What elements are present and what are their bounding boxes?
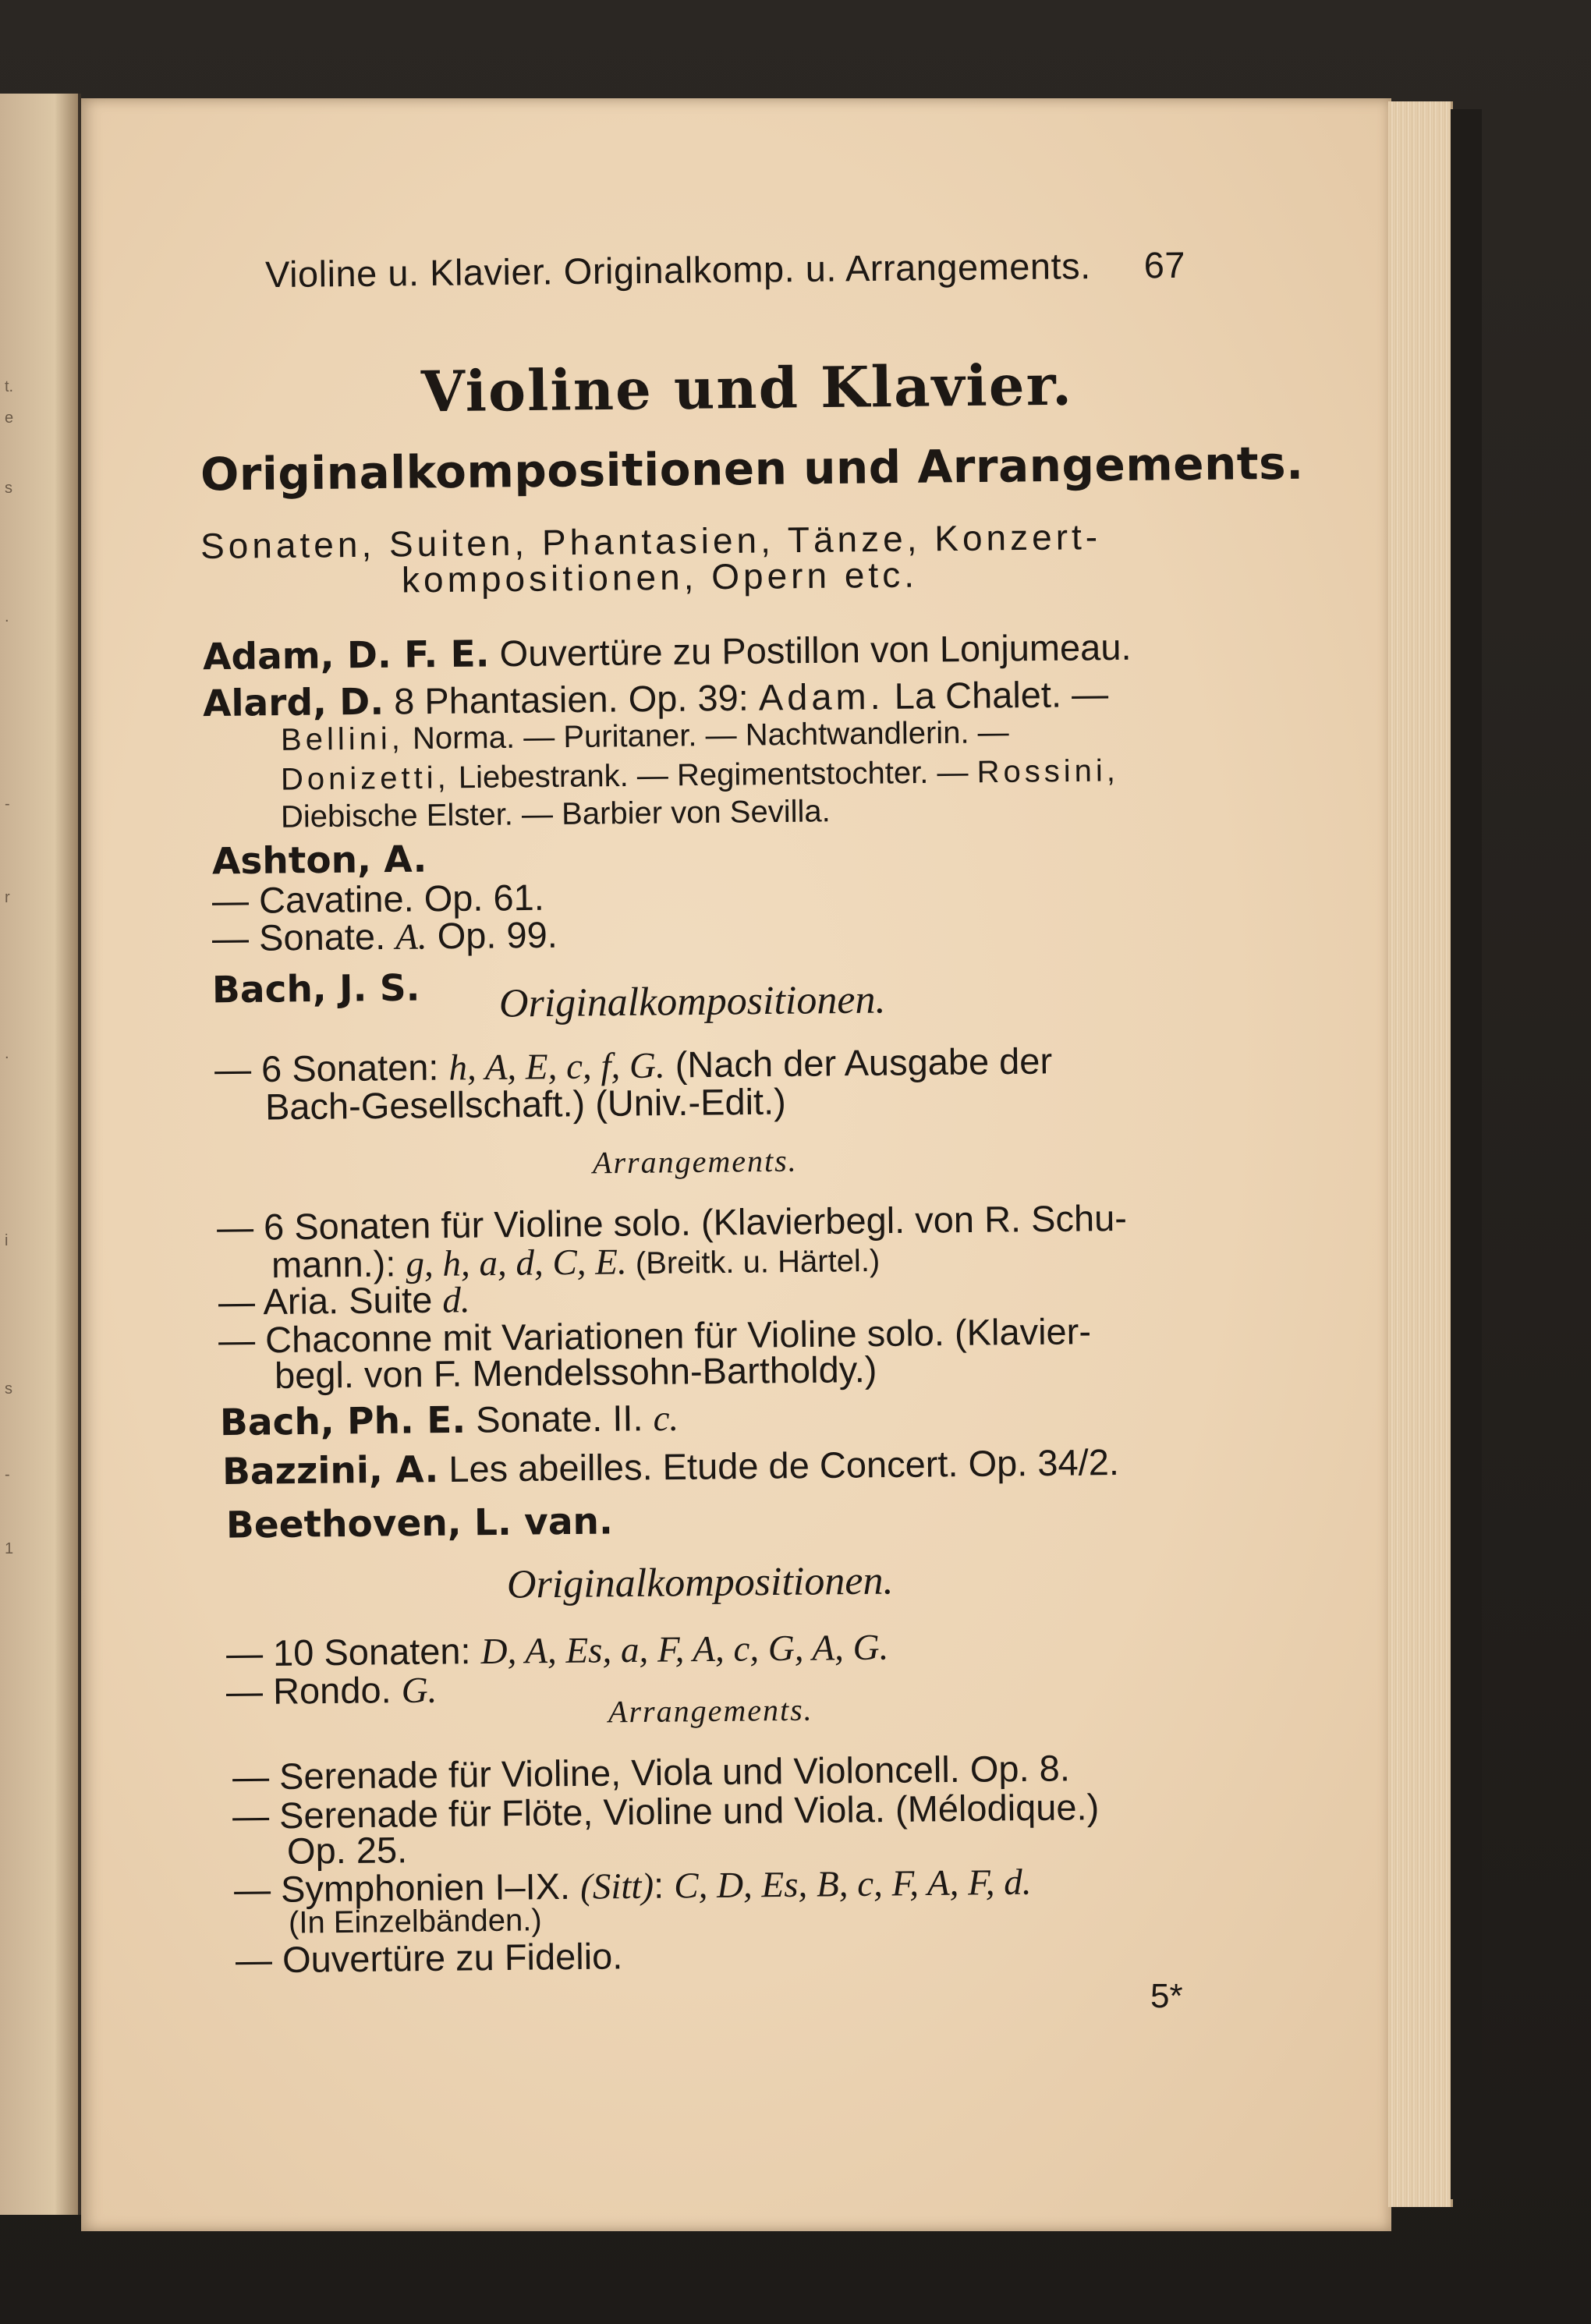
page-stack-edge: [1388, 101, 1453, 2207]
entry-ashton-item-2: [212, 913, 558, 961]
section-arrangements: Arrangements.: [592, 1143, 798, 1181]
entry-ashton-item-1: — Cavatine. Op. 61.: [211, 876, 545, 922]
entry-text: — Aria. Suite: [218, 1278, 443, 1323]
entry-beethoven-serenade-2-line-2: Op. 25.: [286, 1829, 408, 1872]
entry-bach-js-arr-1: — 6 Sonaten für Violine solo. (Klavierbegl. von R. Schu-: [216, 1196, 1128, 1249]
left-margin-marks: [0, 359, 31, 1840]
entry-beethoven-sonaten: [226, 1625, 889, 1676]
entry-text: — Sonate.: [211, 915, 396, 959]
page-subtitle: Originalkompositionen und Arrangements.: [200, 436, 1304, 501]
key-signatures: D, A, Es, a, F, A, c, G, A, G.: [480, 1627, 889, 1673]
entry-text: 8 Phantasien. Op. 39:: [383, 676, 760, 722]
entry-text: — Symphonien I–IX.: [233, 1865, 581, 1911]
entry-text: Norma. — Puritaner. — Nachtwandlerin. —: [403, 715, 1009, 756]
cover-edge: [1451, 109, 1482, 2199]
entry-bach-js-chaconne: — Chaconne mit Variationen für Violine solo. (Klavier-: [218, 1310, 1092, 1361]
intro-line-1: Sonaten, Suiten, Phantasien, Tänze, Konzert-: [200, 515, 1102, 567]
entry-text: Sonate. II.: [465, 1397, 654, 1440]
key-signature: A.: [395, 916, 427, 958]
composer-ref: Donizetti,: [280, 760, 450, 797]
section-originalkompositionen: Originalkompositionen.: [506, 1558, 894, 1607]
entry-text: Ouvertüre zu Postillon von Lonjumeau.: [489, 625, 1132, 675]
entry-text: Op. 99.: [427, 913, 558, 957]
margin-mark: .: [5, 1045, 9, 1062]
entry-text: :: [653, 1864, 675, 1906]
composer-name: Bach, J. S.: [211, 966, 420, 1012]
margin-mark: i: [5, 1232, 9, 1249]
section-arrangements: Arrangements.: [608, 1692, 813, 1730]
entry-beethoven-serenade-2: — Serenade für Flöte, Violine und Viola. (Mélodique.): [232, 1786, 1100, 1837]
page-title: Violine und Klavier.: [420, 351, 1074, 425]
key-signatures: C, D, Es, B, c, F, A, F, d.: [673, 1862, 1032, 1907]
entry-bach-ph: [220, 1396, 679, 1444]
signature-mark: 5*: [1150, 1977, 1183, 2015]
composer-name: Bach, Ph. E.: [219, 1398, 466, 1445]
entry-beethoven-symphonien: [234, 1860, 1032, 1912]
entry-text: La Chalet. —: [884, 672, 1109, 717]
key-signature: G.: [401, 1670, 438, 1712]
entry-beethoven-rondo: [226, 1668, 438, 1714]
margin-mark: t.: [5, 378, 14, 395]
entry-text: mann.):: [271, 1242, 406, 1286]
margin-mark: 1: [5, 1540, 14, 1557]
margin-mark: s: [5, 480, 12, 497]
entry-beethoven-serenade-1: — Serenade für Violine, Viola und Violoncell. Op. 8.: [232, 1747, 1071, 1798]
margin-mark: e: [5, 409, 14, 427]
intro-line-2: kompositionen, Opern etc.: [401, 554, 919, 600]
composer-name: Bazzini, A.: [221, 1448, 439, 1494]
margin-mark: .: [5, 608, 9, 625]
entry-text: (Nach der Ausgabe der: [664, 1040, 1053, 1086]
composer-name: Ashton, A.: [211, 838, 427, 884]
margin-mark: s: [5, 1380, 12, 1398]
composer-ref: Adam.: [758, 675, 884, 718]
entry-ashton: [212, 838, 427, 884]
arranger: (Sitt): [579, 1865, 654, 1908]
entry-text: Les abeilles. Etude de Concert. Op. 34/2.: [438, 1440, 1120, 1490]
composer-ref: Rossini,: [976, 753, 1120, 790]
running-title: Violine u. Klavier. Originalkomp. u. Arrangements.: [264, 245, 1091, 296]
margin-mark: r: [5, 889, 10, 906]
entry-bach-js-chaconne-line-2: begl. von F. Mendelssohn-Bartholdy.): [274, 1348, 877, 1397]
publisher: (Breitk. u. Härtel.): [626, 1243, 881, 1281]
composer-ref: Bellini,: [280, 721, 405, 757]
composer-name: Alard, D.: [202, 680, 384, 726]
key-signatures: g, h, a, d, C, E.: [406, 1242, 627, 1285]
entry-text: — 10 Sonaten:: [225, 1630, 481, 1674]
section-originalkompositionen: Originalkompositionen.: [498, 977, 886, 1026]
key-signature: c.: [653, 1398, 679, 1440]
entry-beethoven: [226, 1499, 613, 1546]
entry-beethoven-fidelio: — Ouvertüre zu Fidelio.: [235, 1935, 623, 1981]
entry-text: — 6 Sonaten:: [214, 1046, 449, 1090]
entry-bach-js: [212, 966, 420, 1012]
entry-text: — Rondo.: [225, 1669, 402, 1713]
entry-alard-line-4: Diebische Elster. — Barbier von Sevilla.: [280, 794, 831, 834]
composer-name: Adam, D. F. E.: [202, 632, 490, 679]
margin-mark: -: [5, 795, 10, 813]
entry-bach-js-sonaten-line-2: Bach-Gesellschaft.) (Univ.-Edit.): [264, 1080, 787, 1128]
key-signature: d.: [442, 1280, 470, 1321]
entry-text: Liebestrank. — Regimentstochter. —: [449, 755, 977, 795]
composer-name: Beethoven, L. van.: [225, 1500, 614, 1547]
key-signatures: h, A, E, c, f, G.: [448, 1045, 665, 1089]
margin-mark: -: [5, 1466, 10, 1483]
page-number: 67: [1143, 243, 1186, 286]
entry-beethoven-symphonien-note: (In Einzelbänden.): [288, 1903, 542, 1940]
